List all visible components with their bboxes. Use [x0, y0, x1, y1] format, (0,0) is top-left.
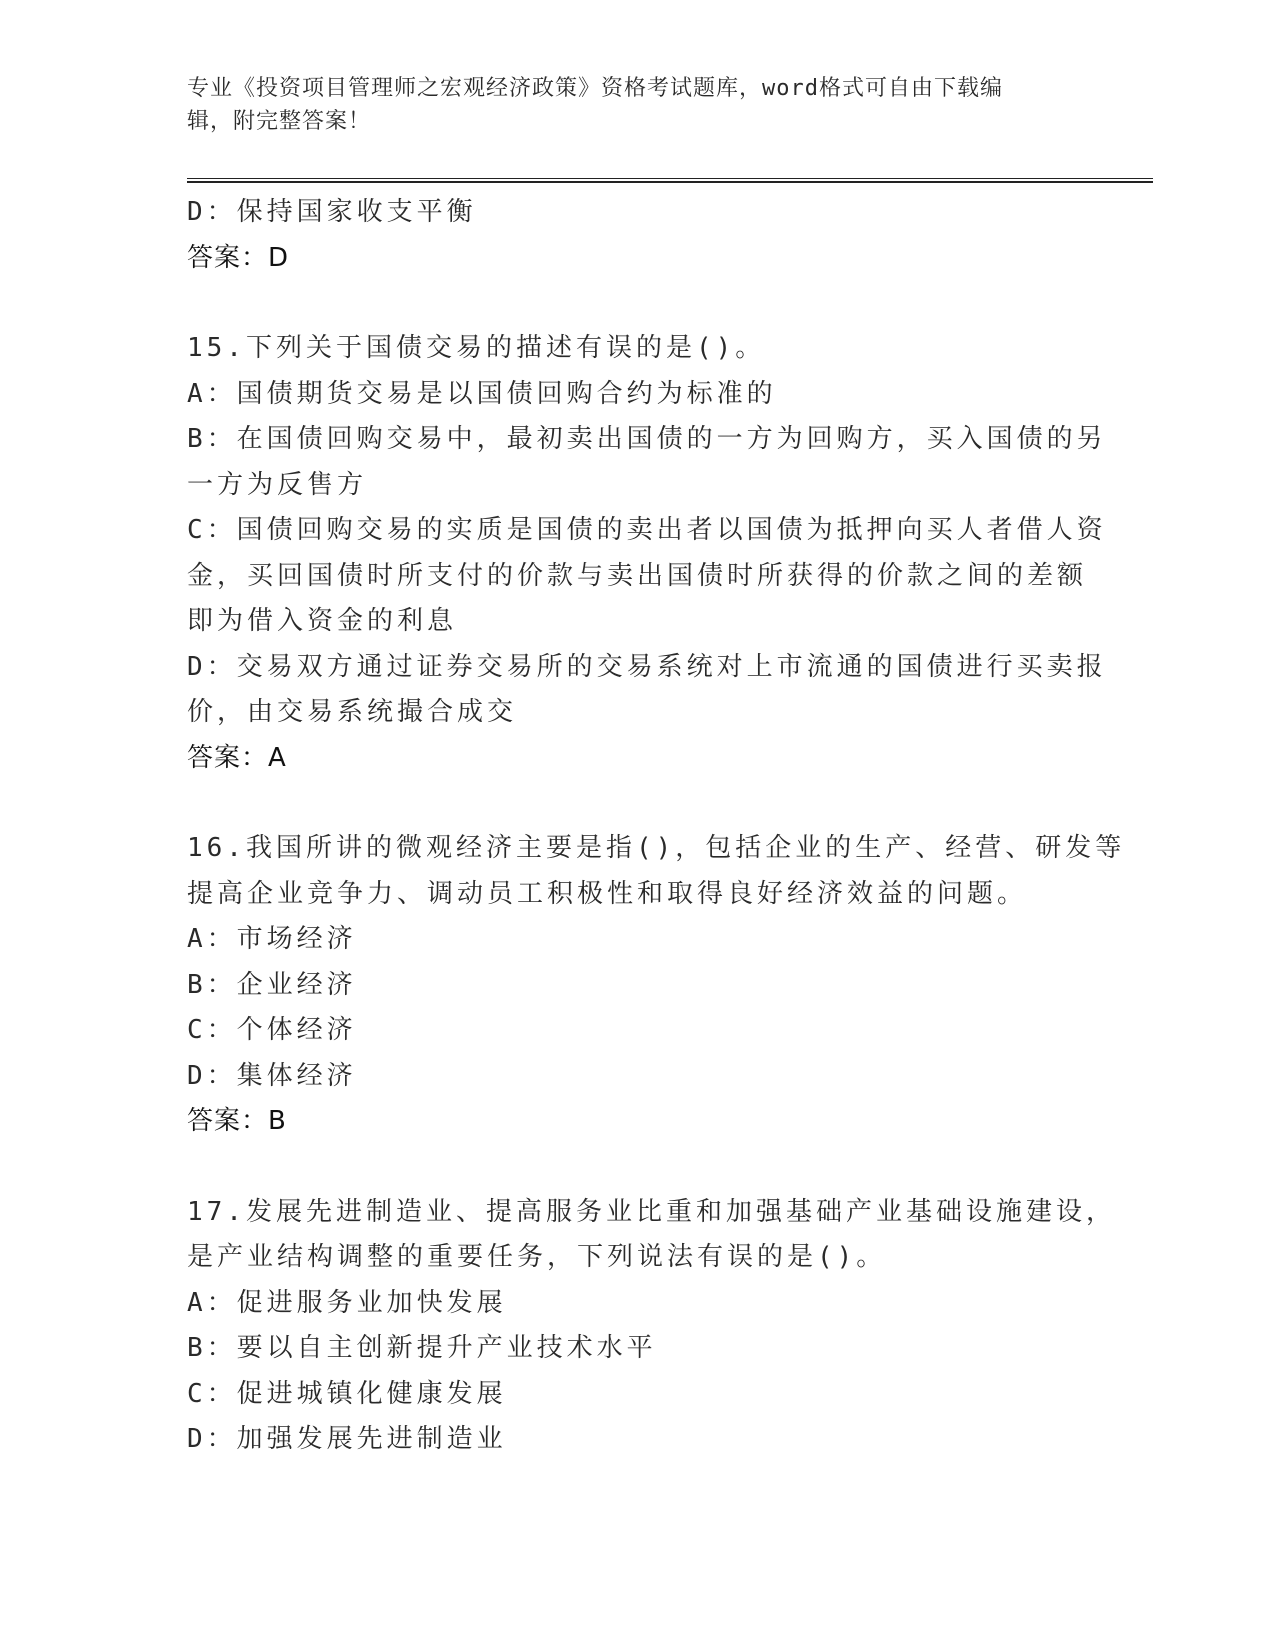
question-spacer: [187, 781, 1067, 826]
option-d: D：加强发展先进制造业: [187, 1424, 507, 1454]
option-c-line-1: C：国债回购交易的实质是国债的卖出者以国债为抵押向买人者借人资: [187, 515, 1107, 545]
option-b-line-1: B：在国债回购交易中，最初卖出国债的一方为回购方，买入国债的另: [187, 424, 1107, 454]
answer-label: 答案：B: [187, 1106, 287, 1136]
option-b: B：企业经济: [187, 969, 357, 1000]
option-d: D：保持国家收支平衡: [187, 197, 477, 227]
question-stem-line-1: 17.发展先进制造业、提高服务业比重和加强基础产业基础设施建设，: [187, 1196, 1116, 1227]
option-d: D：集体经济: [187, 1060, 357, 1091]
option-c: C：个体经济: [187, 1015, 357, 1045]
question-stem-line-2: 是产业结构调整的重要任务，下列说法有误的是()。: [187, 1242, 887, 1272]
question-spacer: [187, 281, 1067, 326]
question-stem-line-1: 16.我国所讲的微观经济主要是指()，包括企业的生产、经营、研发等: [187, 833, 1126, 863]
question-15: [187, 326, 1107, 781]
question-stem-line-2: 提高企业竞争力、调动员工积极性和取得良好经济效益的问题。: [187, 878, 1028, 909]
header-divider: [187, 178, 1153, 183]
header-line-1: 专业《投资项目管理师之宏观经济政策》资格考试题库，word格式可自由下载编: [187, 76, 1003, 101]
option-d-line-2: 价，由交易系统撮合成交: [187, 697, 518, 727]
answer-label: 答案：D: [187, 242, 290, 273]
header-line-2: 辑，附完整答案！: [187, 109, 372, 134]
question-17: [187, 1190, 1116, 1463]
option-c-line-2: 金，买回国债时所支付的价款与卖出国债时所获得的价款之间的差额: [187, 560, 1088, 591]
question-16: [187, 826, 1126, 1145]
option-b-line-2: 一方为反售方: [187, 469, 368, 500]
question-stem: 15.下列关于国债交易的描述有误的是()。: [187, 333, 766, 363]
option-b: B：要以自主创新提升产业技术水平: [187, 1333, 657, 1363]
page-header: [187, 72, 1067, 138]
question-14-tail: [187, 190, 1067, 281]
option-d-line-1: D：交易双方通过证券交易所的交易系统对上市流通的国债进行买卖报: [187, 651, 1107, 682]
option-c: C：促进城镇化健康发展: [187, 1378, 507, 1409]
question-spacer: [187, 1145, 1067, 1190]
option-a: A：促进服务业加快发展: [187, 1287, 507, 1318]
answer-label: 答案：A: [187, 742, 287, 773]
option-c-line-3: 即为借入资金的利息: [187, 606, 458, 636]
option-a: A：国债期货交易是以国债回购合约为标准的: [187, 378, 777, 409]
question-list: [187, 190, 1126, 1463]
option-a: A：市场经济: [187, 924, 357, 954]
